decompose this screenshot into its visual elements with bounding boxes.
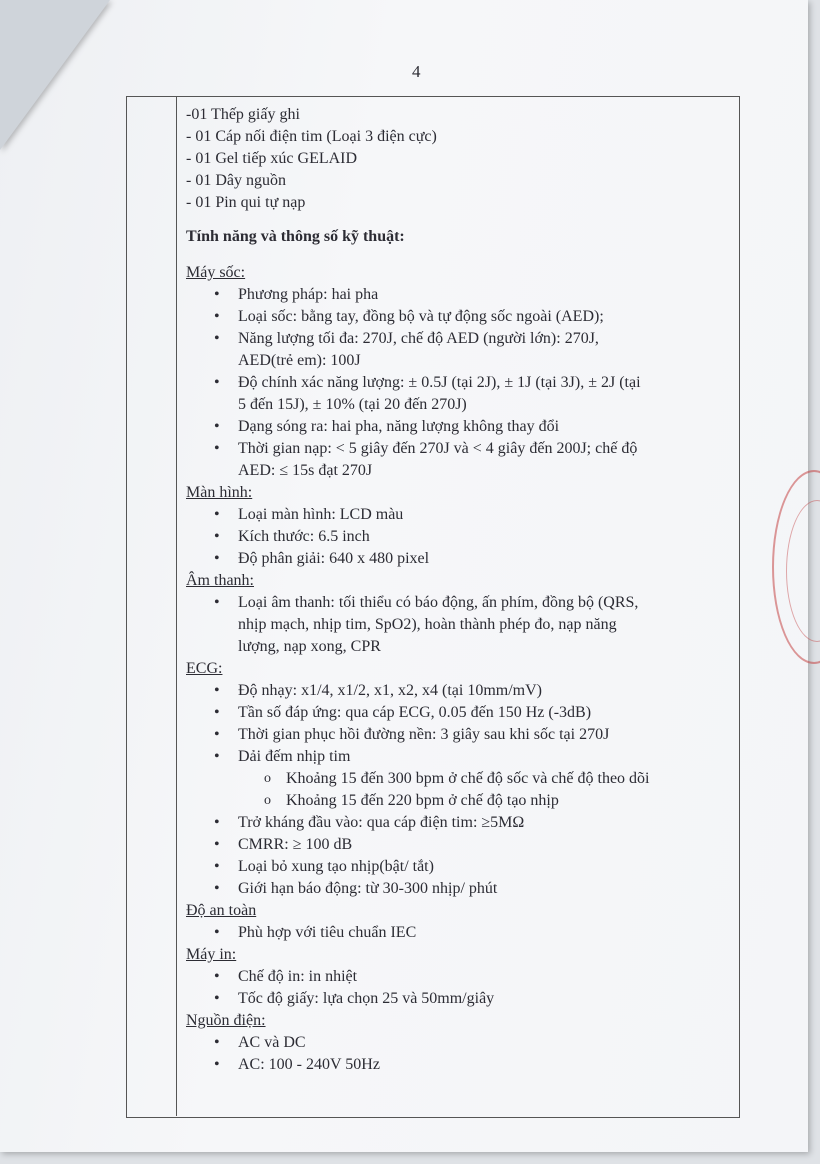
defibrillator-spec-list [186, 284, 731, 482]
accessory-item: - 01 Cáp nối điện tim (Loại 3 điện cực) [186, 128, 437, 145]
spec-item: • Dạng sóng ra: hai pha, năng lượng không thay đổi [186, 416, 731, 438]
accessory-item: - 01 Gel tiếp xúc GELAID [186, 150, 358, 167]
safety-spec-list [186, 922, 731, 944]
ecg-spec-list-continued [186, 812, 731, 900]
folded-corner [0, 0, 110, 150]
spec-item: • Tốc độ giấy: lựa chọn 25 và 50mm/giây [186, 988, 731, 1010]
spec-subitem: o Khoảng 15 đến 300 bpm ở chế độ sốc và chế độ theo dõi [186, 768, 731, 790]
spec-item: • Độ nhạy: x1/4, x1/2, x1, x2, x4 (tại 10mm/mV) [186, 680, 731, 702]
spec-item: • Loại bỏ xung tạo nhịp(bật/ tắt) [186, 856, 731, 878]
table-column-divider [176, 96, 177, 1116]
accessory-item: -01 Thếp giấy ghi [186, 106, 300, 123]
section-title-ecg: ECG: [186, 660, 223, 677]
spec-content [186, 104, 731, 1076]
spec-item: • Dải đếm nhịp tim [186, 746, 731, 768]
spec-item: • Loại sốc: bằng tay, đồng bộ và tự động sốc ngoài (AED); [186, 306, 731, 328]
sound-spec-list [186, 592, 731, 658]
section-title-safety: Độ an toàn [186, 902, 257, 919]
spec-item: • Độ chính xác năng lượng: ± 0.5J (tại 2J), ± 1J (tại 3J), ± 2J (tại 5 đến 15J), ± 10% (tại 20 đến 270J) [186, 372, 731, 416]
spec-subitem: o Khoảng 15 đến 220 bpm ở chế độ tạo nhịp [186, 790, 731, 812]
ecg-spec-list [186, 680, 731, 768]
section-title-defibrillator: Máy sốc: [186, 264, 246, 281]
accessory-item: - 01 Dây nguồn [186, 172, 286, 189]
spec-item: • Tần số đáp ứng: qua cáp ECG, 0.05 đến 150 Hz (-3dB) [186, 702, 731, 724]
spec-item: • Kích thước: 6.5 inch [186, 526, 731, 548]
section-title-display: Màn hình: [186, 484, 253, 501]
spec-item: • CMRR: ≥ 100 dB [186, 834, 731, 856]
page-number: 4 [412, 62, 421, 81]
spec-item: • Chế độ in: in nhiệt [186, 966, 731, 988]
printer-spec-list [186, 966, 731, 1010]
spec-item: • Loại màn hình: LCD màu [186, 504, 731, 526]
spec-item: • Thời gian nạp: < 5 giây đến 270J và < 4 giây đến 200J; chế độ AED: ≤ 15s đạt 270J [186, 438, 731, 482]
display-spec-list [186, 504, 731, 570]
spec-item: • Năng lượng tối đa: 270J, chế độ AED (người lớn): 270J, AED(trẻ em): 100J [186, 328, 731, 372]
spec-item: • Phù hợp với tiêu chuẩn IEC [186, 922, 731, 944]
heart-rate-range-sublist [186, 768, 731, 812]
section-title-sound: Âm thanh: [186, 572, 254, 589]
power-spec-list [186, 1032, 731, 1076]
spec-item: • Độ phân giải: 640 x 480 pixel [186, 548, 731, 570]
spec-item: • Loại âm thanh: tối thiểu có báo động, ấn phím, đồng bộ (QRS, nhịp mạch, nhịp tim, SpO2), hoàn thành phép đo, nạp năng lượng, nạp xong, CPR [186, 592, 731, 658]
spec-item: • AC và DC [186, 1032, 731, 1054]
spec-item: • Giới hạn báo động: từ 30-300 nhịp/ phút [186, 878, 731, 900]
spec-heading: Tính năng và thông số kỹ thuật: [186, 228, 405, 245]
section-title-printer: Máy in: [186, 946, 237, 963]
section-title-power: Nguồn điện: [186, 1012, 266, 1029]
spec-item: • Phương pháp: hai pha [186, 284, 731, 306]
spec-item: • Trở kháng đầu vào: qua cáp điện tim: ≥5MΩ [186, 812, 731, 834]
accessory-item: - 01 Pin qui tự nạp [186, 194, 306, 211]
accessories-list [186, 104, 731, 214]
spec-item: • Thời gian phục hồi đường nền: 3 giây sau khi sốc tại 270J [186, 724, 731, 746]
spec-item: • AC: 100 - 240V 50Hz [186, 1054, 731, 1076]
